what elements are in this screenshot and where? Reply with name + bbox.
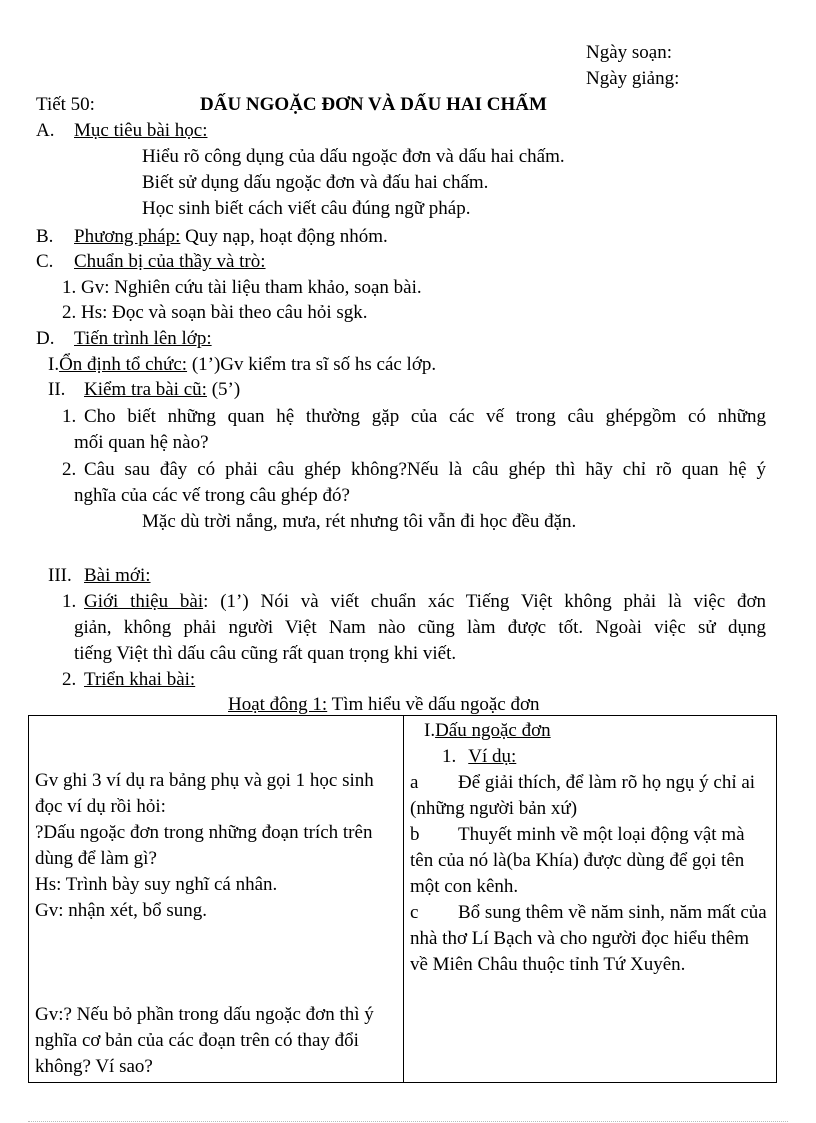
activity-text: Tìm hiểu về dấu ngoặc đơn xyxy=(327,694,540,715)
example-c-label: c xyxy=(410,902,419,923)
student-response: Hs: Trình bày suy nghĩ cá nhân. xyxy=(35,874,278,895)
n1-line-2: giản, không phải người Việt Nam nào cũng làm được tốt. Ngoài việc sử dụng xyxy=(74,617,766,638)
n1-heading: Giới thiệu bài xyxy=(84,591,204,612)
n2-number: 2. xyxy=(62,669,77,690)
example-sentence: Mặc dù trời nắng, mưa, rét nhưng tôi vẫn đi học đều đặn. xyxy=(142,511,577,532)
teacher-instruction: Gv ghi 3 ví dụ ra bảng phụ và gọi 1 học sinh đọc ví dụ rồi hỏi: xyxy=(35,770,374,817)
q1-number: 1. xyxy=(62,406,77,427)
content-heading: Dấu ngoặc đơn xyxy=(435,720,551,741)
d-ii-heading: Kiểm tra bài cũ: xyxy=(84,379,207,400)
example-a-label: a xyxy=(410,772,419,793)
content-subheading: Ví dụ: xyxy=(468,746,517,767)
section-d-label: D. xyxy=(36,328,55,349)
section-b-text: Quy nạp, hoạt động nhóm. xyxy=(180,226,388,247)
d-i-line xyxy=(48,352,436,378)
section-a-line-1: Hiểu rõ công dụng của dấu ngoặc đơn và dấu hai chấm. xyxy=(142,146,565,167)
page-title: DẤU NGOẶC ĐƠN VÀ DẤU HAI CHẤM xyxy=(200,94,547,115)
section-c-label: C. xyxy=(36,251,54,272)
n1-line-3: tiếng Việt thì dấu câu cũng rất quan trọng khi viết. xyxy=(74,643,457,664)
teacher-activity-cell xyxy=(29,716,404,1083)
section-a-heading: Mục tiêu bài học: xyxy=(74,120,208,141)
example-b-label: b xyxy=(410,824,420,845)
section-c-heading: Chuẩn bị của thầy và trò: xyxy=(74,251,266,272)
n2-heading: Triển khai bài: xyxy=(84,669,196,690)
ngay-soan: Ngày soạn: xyxy=(586,42,673,63)
q2-number: 2. xyxy=(62,459,77,480)
activity-heading: Hoạt đông 1: xyxy=(228,694,328,715)
content-cell xyxy=(404,716,777,1083)
d-i-label: I. xyxy=(48,354,60,375)
section-d-heading: Tiến trình lên lớp: xyxy=(74,328,212,349)
n1-number: 1. xyxy=(62,591,77,612)
section-c-item-2: 2. Hs: Đọc và soạn bài theo câu hỏi sgk. xyxy=(62,302,368,323)
n1-line-1 xyxy=(84,589,766,615)
q2-line-1: Câu sau đây có phải câu ghép không?Nếu là câu ghép thì hãy chỉ rõ quan hệ ý xyxy=(84,459,766,480)
example-c xyxy=(410,900,770,978)
d-ii-text: (5’) xyxy=(206,379,241,400)
example-c-text: Bổ sung thêm về năm sinh, năm mất của nhà thơ Lí Bạch và cho người đọc hiểu thêm về Miên Châu thuộc tỉnh Tứ Xuyên. xyxy=(410,902,767,975)
d-iii-label: III. xyxy=(48,565,72,586)
content-heading-number: I. xyxy=(424,720,436,741)
teacher-comment: Gv: nhận xét, bổ sung. xyxy=(35,900,208,921)
example-a-text: Để giải thích, để làm rõ họ ngụ ý chỉ ai (những người bản xứ) xyxy=(410,772,756,819)
d-iii-heading: Bài mới: xyxy=(84,565,151,586)
d-ii-label: II. xyxy=(48,379,66,400)
teacher-question: ?Dấu ngoặc đơn trong những đoạn trích trên dùng để làm gì? xyxy=(35,822,373,869)
tiet-label: Tiết 50: xyxy=(36,94,95,115)
d-ii-line xyxy=(84,377,240,403)
example-a xyxy=(410,770,770,822)
d-i-text: (1’)Gv kiểm tra sĩ số hs các lớp. xyxy=(187,354,437,375)
section-b-label: B. xyxy=(36,226,54,247)
q1-line-1: Cho biết những quan hệ thường gặp của các vế trong câu ghépgồm có những xyxy=(84,406,766,427)
page-bottom-divider xyxy=(28,1121,788,1122)
section-a-line-3: Học sinh biết cách viết câu đúng ngữ pháp. xyxy=(142,198,471,219)
q2-line-2: nghĩa của các vế trong câu ghép đó? xyxy=(74,485,350,506)
ngay-giang: Ngày giảng: xyxy=(586,68,680,89)
d-i-heading: Ổn định tổ chức: xyxy=(59,354,188,375)
example-b-text: Thuyết minh về một loại động vật mà tên của nó là(ba Khía) được dùng để gọi tên một con kênh. xyxy=(410,824,745,897)
activity-table xyxy=(28,715,777,1083)
q1-line-2: mối quan hệ nào? xyxy=(74,432,209,453)
section-a-label: A. xyxy=(36,120,55,141)
content-heading-line xyxy=(410,718,770,744)
section-c-item-1: 1. Gv: Nghiên cứu tài liệu tham khảo, soạn bài. xyxy=(62,277,422,298)
section-b-heading: Phương pháp: xyxy=(74,226,181,247)
content-subheading-line xyxy=(410,744,770,770)
section-a-line-2: Biết sử dụng dấu ngoặc đơn và đấu hai chấm. xyxy=(142,172,489,193)
content-subheading-number: 1. xyxy=(442,746,457,767)
n1-text: : (1’) Nói và viết chuẩn xác Tiếng Việt không phải là việc đơn xyxy=(203,591,766,612)
example-b xyxy=(410,822,770,900)
section-b-line xyxy=(74,224,388,250)
teacher-followup-question: Gv:? Nếu bỏ phần trong dấu ngoặc đơn thì ý nghĩa cơ bản của các đoạn trên có thay đổi không? Ví sao? xyxy=(35,1004,374,1077)
